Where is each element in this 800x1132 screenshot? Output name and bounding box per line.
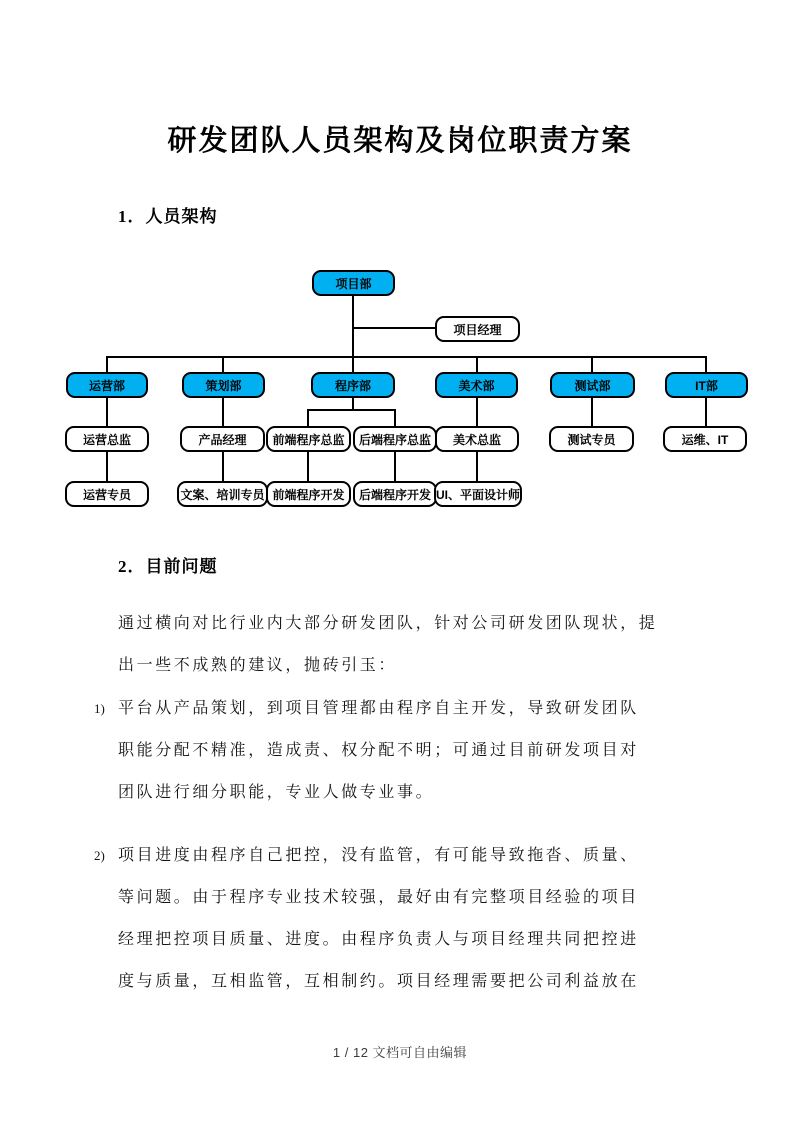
connector-line [106,452,108,482]
org-node-project-dept: 项目部 [312,270,395,296]
connector-line [353,327,436,329]
connector-line [307,410,309,427]
org-node-project-manager: 项目经理 [435,316,520,342]
connector-line [591,357,593,373]
paragraph-line: 职能分配不精准，造成责、权分配不明；可通过目前研发项目对 [118,742,639,759]
paragraph-line: 平台从产品策划，到项目管理都由程序自主开发，导致研发团队 [118,700,639,717]
connector-line [222,398,224,427]
document-title: 研发团队人员架构及岗位职责方案 [167,125,633,157]
list-item-2-marker: 2) [94,848,105,863]
paragraph-line: 等问题。由于程序专业技术较强，最好由有完整项目经验的项目 [118,889,639,906]
list-item-2 [118,835,639,1003]
org-node-dept-ops: 运营部 [66,372,148,398]
connector-line [705,398,707,427]
org-node-ui-designer: UI、平面设计师 [434,481,522,507]
paragraph-line: 项目进度由程序自己把控，没有监管，有可能导致拖沓、质量、 [118,847,639,864]
section-2-heading: 2．目前问题 [118,557,218,576]
org-node-dept-art: 美术部 [435,372,518,398]
org-node-dept-it: IT部 [665,372,748,398]
org-node-be-dev: 后端程序开发 [353,481,437,507]
connector-line [591,398,593,427]
paragraph-line: 经理把控项目质量、进度。由程序负责人与项目经理共同把控进 [118,931,639,948]
org-node-be-director: 后端程序总监 [353,426,437,452]
connector-line [476,398,478,427]
connector-line [394,410,396,427]
connector-line [106,356,707,358]
connector-line [352,296,354,372]
paragraph-line: 度与质量，互相监管，互相制约。项目经理需要把公司利益放在 [118,973,639,990]
connector-line [476,452,478,482]
connector-line [106,398,108,427]
list-item-1 [118,688,639,814]
connector-line [222,452,224,482]
org-node-dept-test: 测试部 [550,372,635,398]
connector-line [476,357,478,373]
org-node-dept-planning: 策划部 [182,372,265,398]
org-node-art-director: 美术总监 [435,426,519,452]
org-node-fe-dev: 前端程序开发 [266,481,351,507]
section-1-heading: 1．人员架构 [118,207,218,226]
intro-paragraph [118,603,657,687]
org-node-fe-director: 前端程序总监 [266,426,351,452]
org-node-product-manager: 产品经理 [180,426,265,452]
paragraph-line: 出一些不成熟的建议，抛砖引玉： [118,657,398,674]
page-footer: 1 / 12 文档可自由编辑 [332,1045,468,1060]
paragraph-line: 团队进行细分职能，专业人做专业事。 [118,784,435,801]
connector-line [222,357,224,373]
connector-line [106,357,108,373]
list-item-1-marker: 1) [94,701,105,716]
org-node-dept-program: 程序部 [311,372,395,398]
org-node-test-specialist: 测试专员 [549,426,634,452]
connector-line [705,357,707,373]
paragraph-line: 通过横向对比行业内大部分研发团队，针对公司研发团队现状，提 [118,615,658,632]
org-node-ops-director: 运营总监 [65,426,149,452]
org-node-ops-it: 运维、IT [663,426,747,452]
connector-line [307,409,396,411]
connector-line [394,452,396,482]
org-node-copy-training: 文案、培训专员 [177,481,268,507]
connector-line [307,452,309,482]
org-node-ops-specialist: 运营专员 [65,481,149,507]
